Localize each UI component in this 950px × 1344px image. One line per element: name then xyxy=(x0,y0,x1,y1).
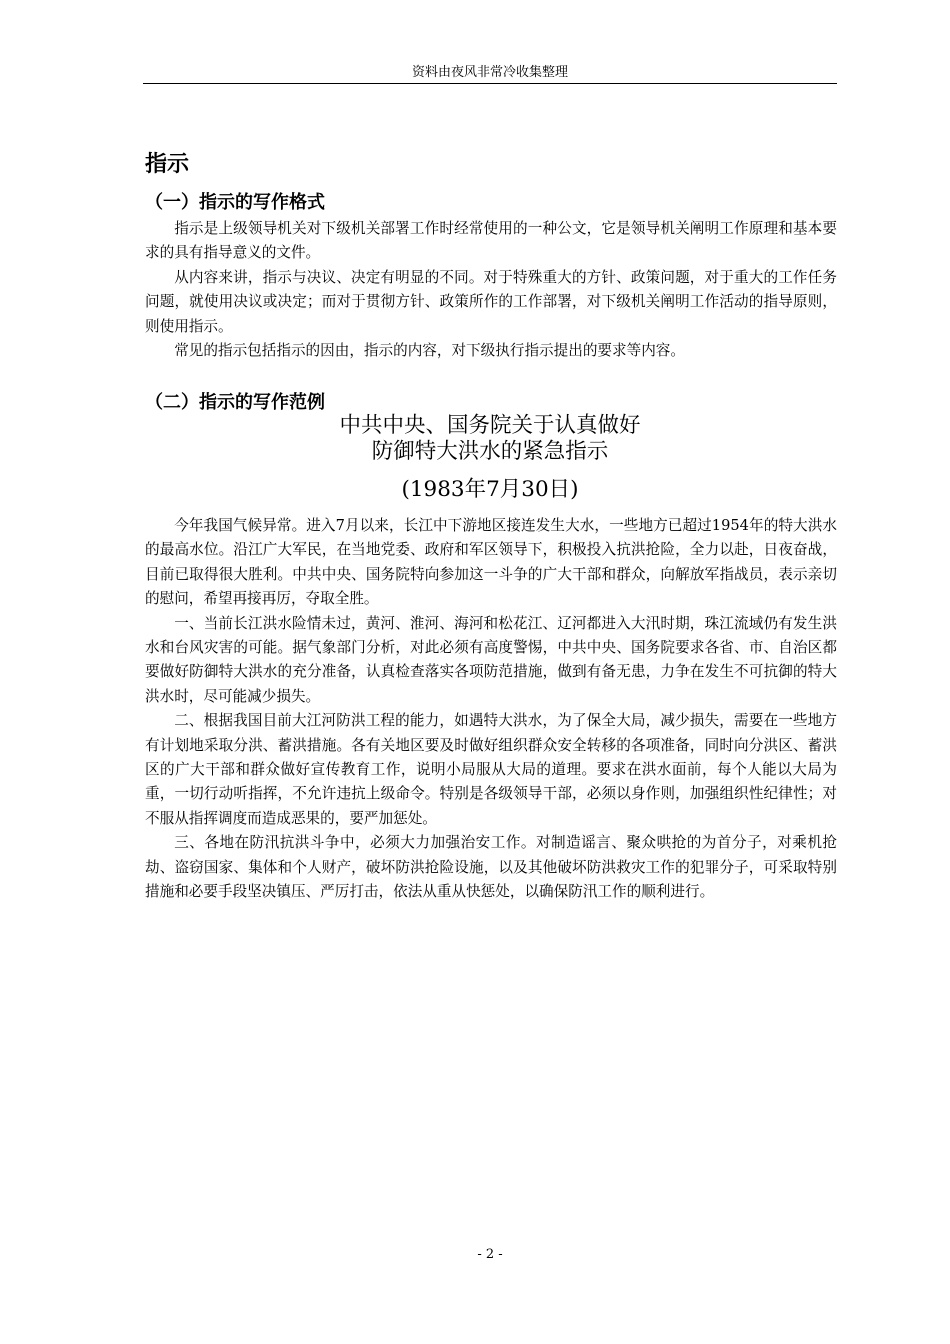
paragraph: 指示是上级领导机关对下级机关部署工作时经常使用的一种公文，它是领导机关阐明工作原理和基本要求的具有指导意义的文件。 xyxy=(145,220,837,262)
section-heading-format: （一）指示的写作格式 xyxy=(145,192,325,213)
paragraph: 二、根据我国目前大江河防洪工程的能力，如遇特大洪水，为了保全大局，减少损失，需要在一些地方有计划地采取分洪、蓄洪措施。各有关地区要及时做好组织群众安全转移的各项准备，同时向分洪区、蓄洪区的广大干部和群众做好宣传教育工作，说明小局服从大局的道理。要求在洪水面前，每个人能以大局为重，一切行动听指挥，不允许违抗上级命令。特别是各级领导干部，必须以身作则，加强组织性纪律性；对不服从指挥调度而造成恶果的，要严加惩处。 xyxy=(145,712,837,827)
paragraph: 常见的指示包括指示的因由，指示的内容，对下级执行指示提出的要求等内容。 xyxy=(174,342,685,360)
section-heading-example: （二）指示的写作范例 xyxy=(145,392,325,413)
page-header: 资料由夜风非常冷收集整理 xyxy=(411,65,568,80)
example-title-line-2: 防御特大洪水的紧急指示 xyxy=(371,439,609,464)
paragraph: 从内容来讲，指示与决议、决定有明显的不同。对于特殊重大的方针、政策问题，对于重大的工作任务问题，就使用决议或决定；而对于贯彻方针、政策所作的工作部署，对下级机关阐明工作活动的指导原则，则使用指示。 xyxy=(145,268,837,335)
paragraph: 今年我国气候异常。进入7月以来，长江中下游地区接连发生大水，一些地方已超过1954年的特大洪水的最高水位。沿江广大军民，在当地党委、政府和军区领导下，积极投入抗洪抢险，全力以赴，日夜奋战，目前已取得很大胜利。中共中央、国务院特向参加这一斗争的广大干部和群众，向解放军指战员，表示亲切的慰问，希望再接再厉，夺取全胜。 xyxy=(145,517,837,608)
section-format-body xyxy=(145,217,837,363)
paragraph: 三、各地在防汛抗洪斗争中，必须大力加强治安工作。对制造谣言、聚众哄抢的为首分子，对乘机抢劫、盗窃国家、集体和个人财产，破坏防洪抢险设施，以及其他破坏防洪救灾工作的犯罪分子，可采取特别措施和必要手段坚决镇压、严厉打击，依法从重从快惩处，以确保防汛工作的顺利进行。 xyxy=(145,834,837,901)
paragraph: 一、当前长江洪水险情未过，黄河、淮河、海河和松花江、辽河都进入大汛时期，珠江流域仍有发生洪水和台风灾害的可能。据气象部门分析，对此必须有高度警惕，中共中央、国务院要求各省、市、自治区都要做好防御特大洪水的充分准备，认真检查落实各项防范措施，做到有备无患，力争在发生不可抗御的特大洪水时，尽可能减少损失。 xyxy=(145,614,837,705)
example-document-body xyxy=(145,514,837,905)
header-rule xyxy=(143,83,837,84)
example-document-title xyxy=(143,413,837,465)
example-document-date: (1983年7月30日) xyxy=(401,477,579,502)
page-number: - 2 - xyxy=(477,1247,503,1262)
page-title: 指示 xyxy=(145,152,190,177)
example-title-line-1: 中共中央、国务院关于认真做好 xyxy=(339,413,641,438)
